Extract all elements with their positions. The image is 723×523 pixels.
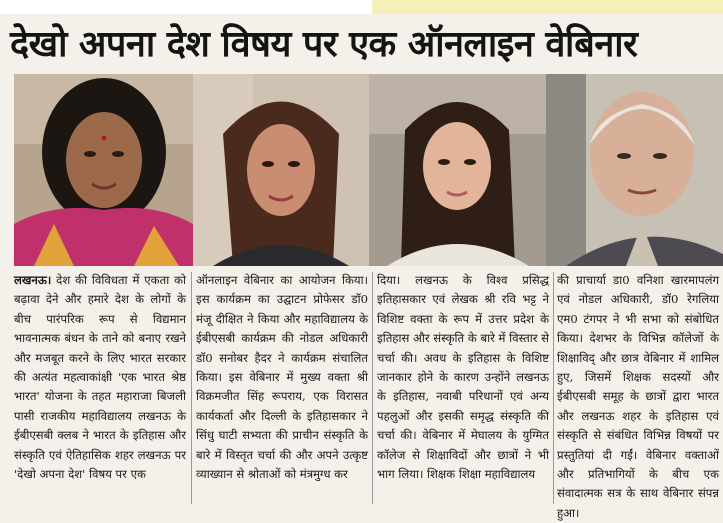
article-text-1: देश की विविधता में एकता को बढ़ावा देने और हमारे देश के लोगों के बीच पारंपरिक रूप से विद्यमान भावनात्मक बंधन के ताने को बनाए रखने और मजबूत करने के लिए भारत सरकार की अत्यंत महत्वाकांक्षी 'एक भारत श्रेष्ठ भारत' योजना के तहत महाराजा बिजली पासी राजकीय महाविद्यालय लखनऊ के ईबीएसबी क्लब ने भारत के इतिहास और संस्कृति एवं ऐतिहासिक शहर लखनऊ पर 'देखो अपना देश' विषय पर एक xyxy=(14,273,186,482)
top-strip xyxy=(0,0,723,14)
speaker-photo-3 xyxy=(369,74,546,266)
dateline: लखनऊ। xyxy=(14,273,52,287)
headline: देखो अपना देश विषय पर एक ऑनलाइन वेबिनार xyxy=(10,24,638,65)
column-divider-1 xyxy=(191,272,192,504)
column-divider-2 xyxy=(372,272,373,504)
column-divider-3 xyxy=(553,272,554,504)
speaker-photo-3-image xyxy=(369,74,546,266)
article-text-4: की प्राचार्या डा0 वनिशा खारमापलंग एवं नोडल अधिकारी, डॉ0 रेगलिया एम0 टंगपर ने भी सभा को संबोधित किया। देशभर के विभिन्न कॉलेजों के शिक्षाविद् और छात्र वेबिनार में शामिल हुए, जिसमें शिक्षक सदस्यों और ईबीएसबी समूह के छात्रों द्वारा भारत और लखनऊ शहर के इतिहास एवं संस्कृति से संबंधित विभिन्न विषयों पर प्रस्तुतियां दी गईं। वेबिनार वक्ताओं और प्रतिभागियों के बीच एक संवादात्मक सत्र के साथ वेबिनार संपन्न हुआ। xyxy=(557,273,719,520)
speaker-photo-1 xyxy=(14,74,193,266)
speaker-photo-2-image xyxy=(193,74,369,266)
article-column-2 xyxy=(196,271,368,505)
top-strip-tint xyxy=(372,0,723,14)
article-text-3: दिया। लखनऊ के विश्व प्रसिद्ध इतिहासकार एवं लेखक श्री रवि भट्ट ने विशिष्ट वक्ता के रूप में उत्तर प्रदेश के इतिहास और संस्कृति के बारे में विस्तार से चर्चा की। अवध के इतिहास के विशिष्ट जानकार होने के कारण उन्होंने लखनऊ के इतिहास, नवाबी परिधानों एवं अन्य पहलुओं और इसकी समृद्ध संस्कृति की चर्चा की। वेबिनार में मेघालय के युग्मित कॉलेज से शिक्षाविदों और छात्रों ने भी भाग लिया। शिक्षक शिक्षा महाविद्यालय xyxy=(377,273,549,482)
top-strip-blank xyxy=(0,0,372,14)
speaker-photo-4 xyxy=(546,74,723,266)
speaker-photo-strip xyxy=(14,74,723,266)
article-paragraph-1 xyxy=(14,271,186,484)
article-column-3 xyxy=(377,271,549,505)
article-column-1 xyxy=(14,271,186,505)
speaker-photo-4-image xyxy=(546,74,723,266)
article-column-4 xyxy=(557,271,719,520)
speaker-photo-2 xyxy=(193,74,369,266)
speaker-photo-1-image xyxy=(14,74,193,266)
article-text-2: ऑनलाइन वेबिनार का आयोजन किया। इस कार्यक्रम का उद्घाटन प्रोफेसर डॉ0 मंजू दीक्षित ने किया और महाविद्यालय के ईबीएसबी कार्यक्रम की नोडल अधिकारी डॉ0 सनोबर हैदर ने कार्यक्रम संचालित किया। इस वेबिनार में मुख्य वक्ता श्री विक्रमजीत सिंह रूपराय, एक विरासत कार्यकर्ता और दिल्ली के इतिहासकार ने सिंधु घाटी सभ्यता की प्राचीन संस्कृति के बारे में विस्तृत चर्चा की और अपने उत्कृष्ट व्याख्यान से श्रोताओं को मंत्रमुग्ध कर xyxy=(196,273,368,482)
